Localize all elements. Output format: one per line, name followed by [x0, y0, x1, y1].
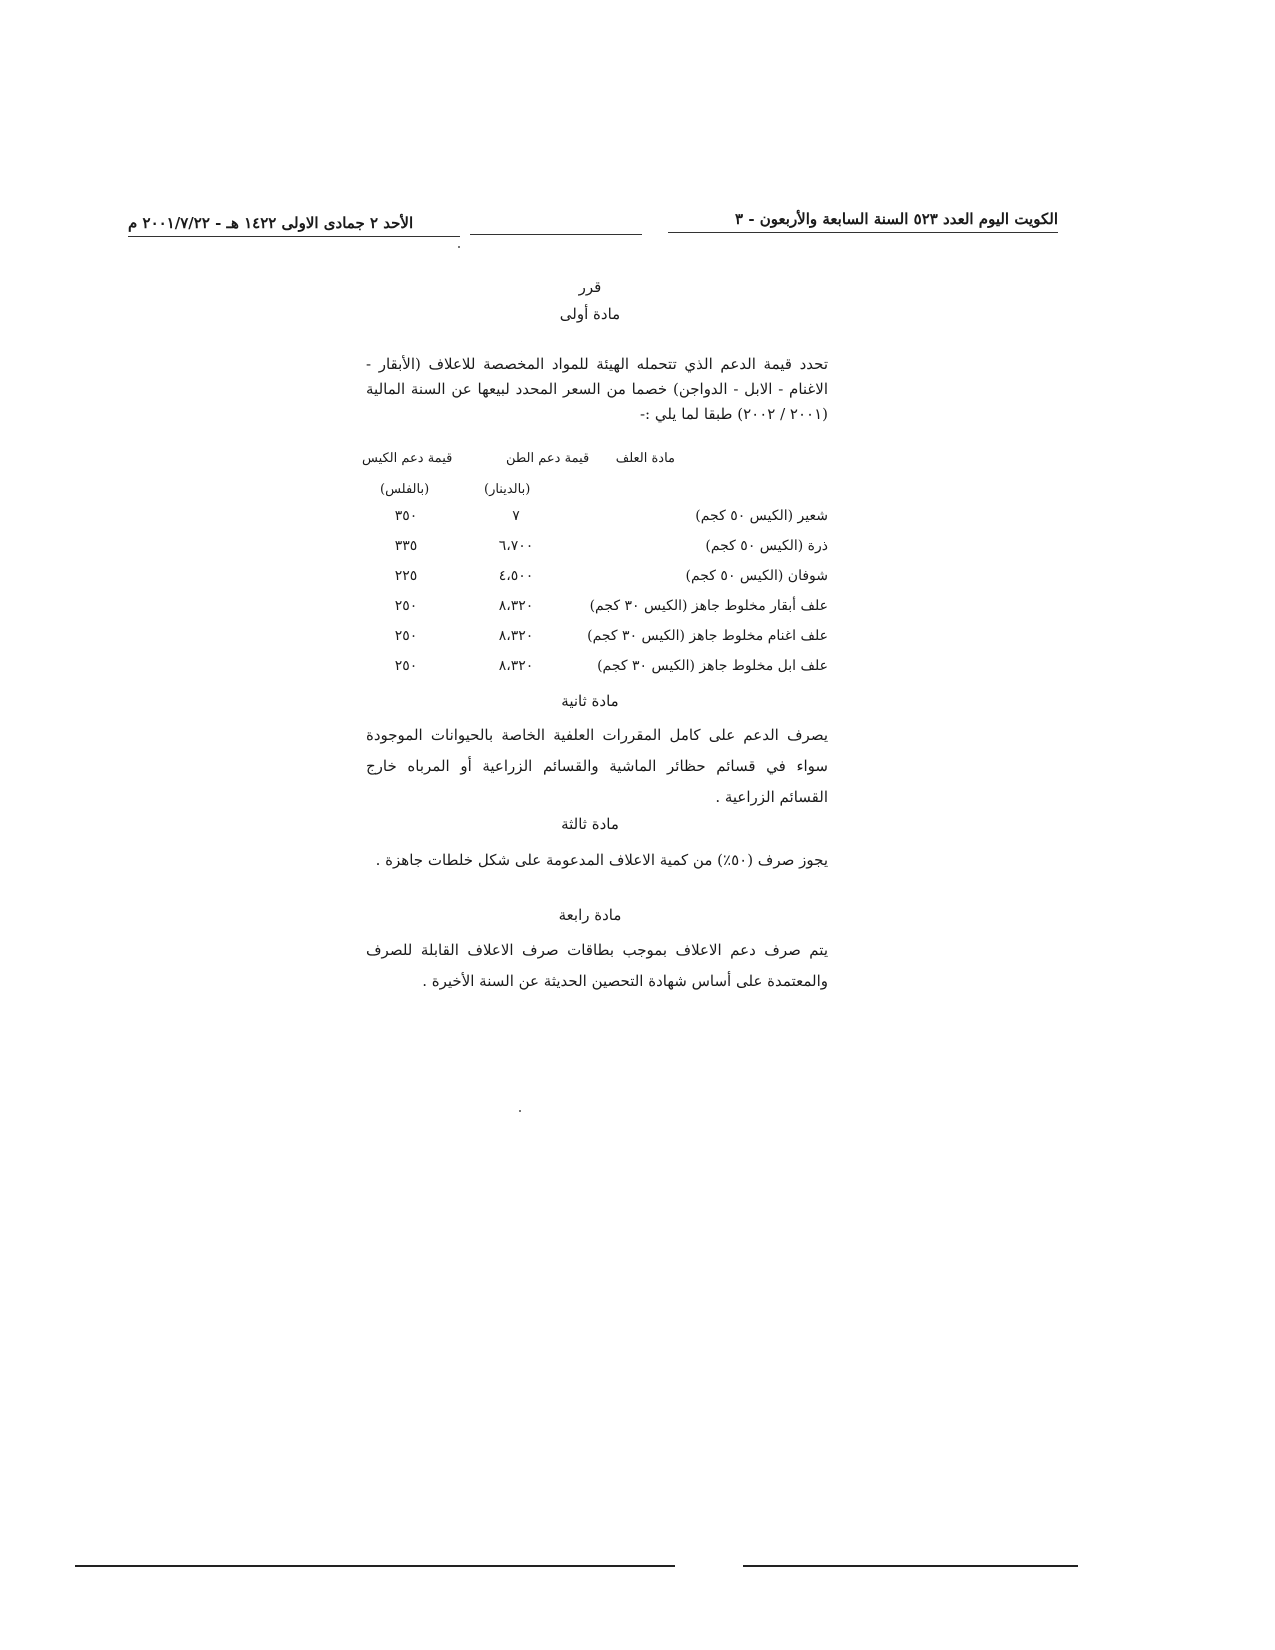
ton-subsidy: ٨،٣٢٠: [498, 658, 534, 674]
scan-speck: [519, 1110, 521, 1112]
ton-subsidy: ٨،٣٢٠: [498, 598, 534, 614]
article-4-title: مادة رابعة: [558, 906, 622, 924]
footer-rule-left: [75, 1565, 675, 1567]
feed-name: ذرة (الكيس ٥٠ كجم): [705, 538, 828, 554]
article-4-text: يتم صرف دعم الاعلاف بموجب بطاقات صرف الاعلاف القابلة للصرف والمعتمدة على أساس شهادة التحصين الحديثة عن السنة الأخيرة .: [366, 941, 828, 990]
header-rule: [470, 234, 642, 235]
bag-subsidy: ٢٥٠: [394, 628, 418, 644]
decision-title: قرر: [578, 278, 602, 296]
table-row: [366, 628, 828, 652]
table-row: [366, 538, 828, 562]
unit-ton: (بالدينار): [484, 482, 531, 497]
ton-subsidy: ٨،٣٢٠: [498, 628, 534, 644]
article-1-title: مادة أولى: [559, 305, 621, 323]
col-header-ton: قيمة دعم الطن: [506, 451, 590, 466]
header-date: الأحد ٢ جمادى الاولى ١٤٢٢ هـ - ٢٠٠١/٧/٢٢ م: [128, 214, 460, 237]
bag-subsidy: ٢٢٥: [394, 568, 418, 584]
bag-subsidy: ٢٥٠: [394, 658, 418, 674]
ton-subsidy: ٦،٧٠٠: [498, 538, 534, 554]
table-row: [366, 598, 828, 622]
bag-subsidy: ٢٥٠: [394, 598, 418, 614]
ton-subsidy: ٧: [512, 508, 520, 524]
feed-name: شوفان (الكيس ٥٠ كجم): [685, 568, 828, 584]
article-3-title: مادة ثالثة: [561, 815, 619, 833]
bag-subsidy: ٣٥٠: [394, 508, 418, 524]
col-header-bag: قيمة دعم الكيس: [362, 451, 453, 466]
article-1-text: تحدد قيمة الدعم الذي تتحمله الهيئة للمواد المخصصة للاعلاف (الأبقار - الاغنام - الابل - الدواجن) خصما من السعر المحدد لبيعها عن السنة المالية (٢٠٠١ / ٢٠٠٢) طبقا لما يلي :-: [366, 355, 828, 423]
footer-rule-right: [743, 1565, 1078, 1567]
table-row: [366, 658, 828, 682]
bag-subsidy: ٣٣٥: [394, 538, 418, 554]
header-issue-info: الكويت اليوم العدد ٥٢٣ السنة السابعة والأربعون - ٣: [668, 210, 1058, 233]
feed-name: علف ابل مخلوط جاهز (الكيس ٣٠ كجم): [597, 658, 828, 674]
feed-name: شعير (الكيس ٥٠ كجم): [695, 508, 828, 524]
table-row: [366, 508, 828, 532]
article-2-text: يصرف الدعم على كامل المقررات العلفية الخاصة بالحيوانات الموجودة سواء في قسائم حظائر الماشية والقسائم الزراعية أو المرباه خارج القسائم الزراعية .: [366, 726, 828, 806]
unit-bag: (بالفلس): [380, 482, 430, 497]
feed-name: علف اغنام مخلوط جاهز (الكيس ٣٠ كجم): [587, 628, 828, 644]
feed-name: علف أبقار مخلوط جاهز (الكيس ٣٠ كجم): [589, 598, 828, 614]
article-3-text: يجوز صرف (٥٠٪) من كمية الاعلاف المدعومة على شكل خلطات جاهزة .: [375, 851, 828, 869]
ton-subsidy: ٤،٥٠٠: [498, 568, 534, 584]
scan-speck: [458, 246, 460, 248]
table-row: [366, 568, 828, 592]
article-2-title: مادة ثانية: [561, 692, 619, 710]
col-header-item: مادة العلف: [615, 451, 675, 466]
